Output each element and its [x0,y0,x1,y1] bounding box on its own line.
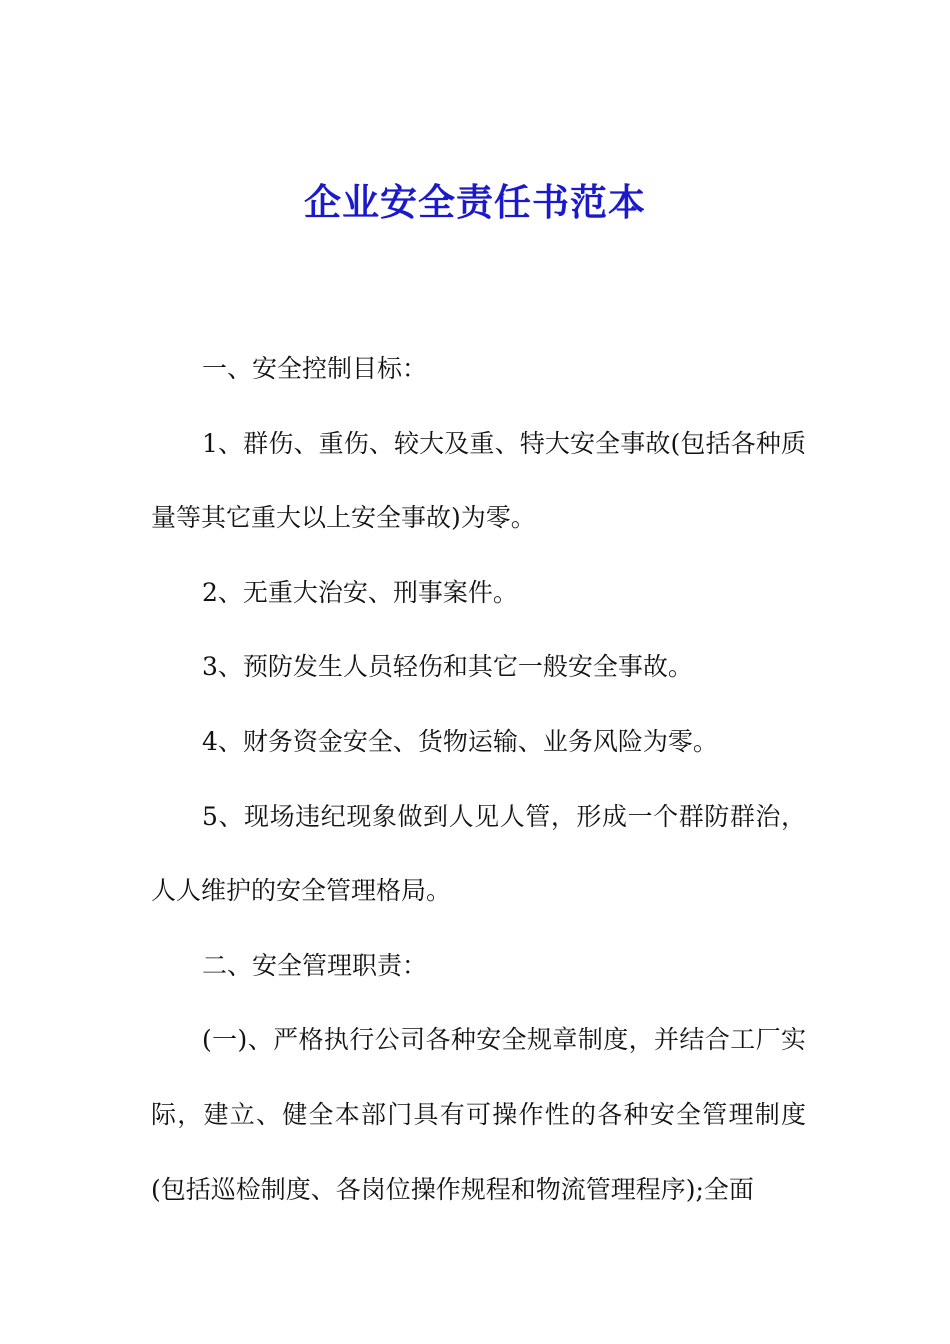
paragraph-target-1: 1、群伤、重伤、较大及重、特大安全事故(包括各种质量等其它重大以上安全事故)为零。 [151,428,806,533]
section-heading-management-duties: 二、安全管理职责： [202,950,428,980]
document-body [151,332,806,1227]
section-heading-safety-targets: 一、安全控制目标： [202,354,428,383]
paragraph-target-3: 3、预防发生人员轻伤和其它一般安全事故。 [202,652,693,682]
paragraph-target-2: 2、无重大治安、刑事案件。 [202,577,518,607]
document-title: 企业安全责任书范本 [304,180,646,224]
paragraph-target-5: 5、现场违纪现象做到人见人管，形成一个群防群治，人人维护的安全管理格局。 [151,801,806,906]
paragraph-duty-1: (一)、严格执行公司各种安全规章制度，并结合工厂实际，建立、健全本部门具有可操作性的各种安全管理制度(包括巡检制度、各岗位操作规程和物流管理程序);全面 [151,1025,806,1204]
paragraph-target-4: 4、财务资金安全、货物运输、业务风险为零。 [202,726,718,756]
